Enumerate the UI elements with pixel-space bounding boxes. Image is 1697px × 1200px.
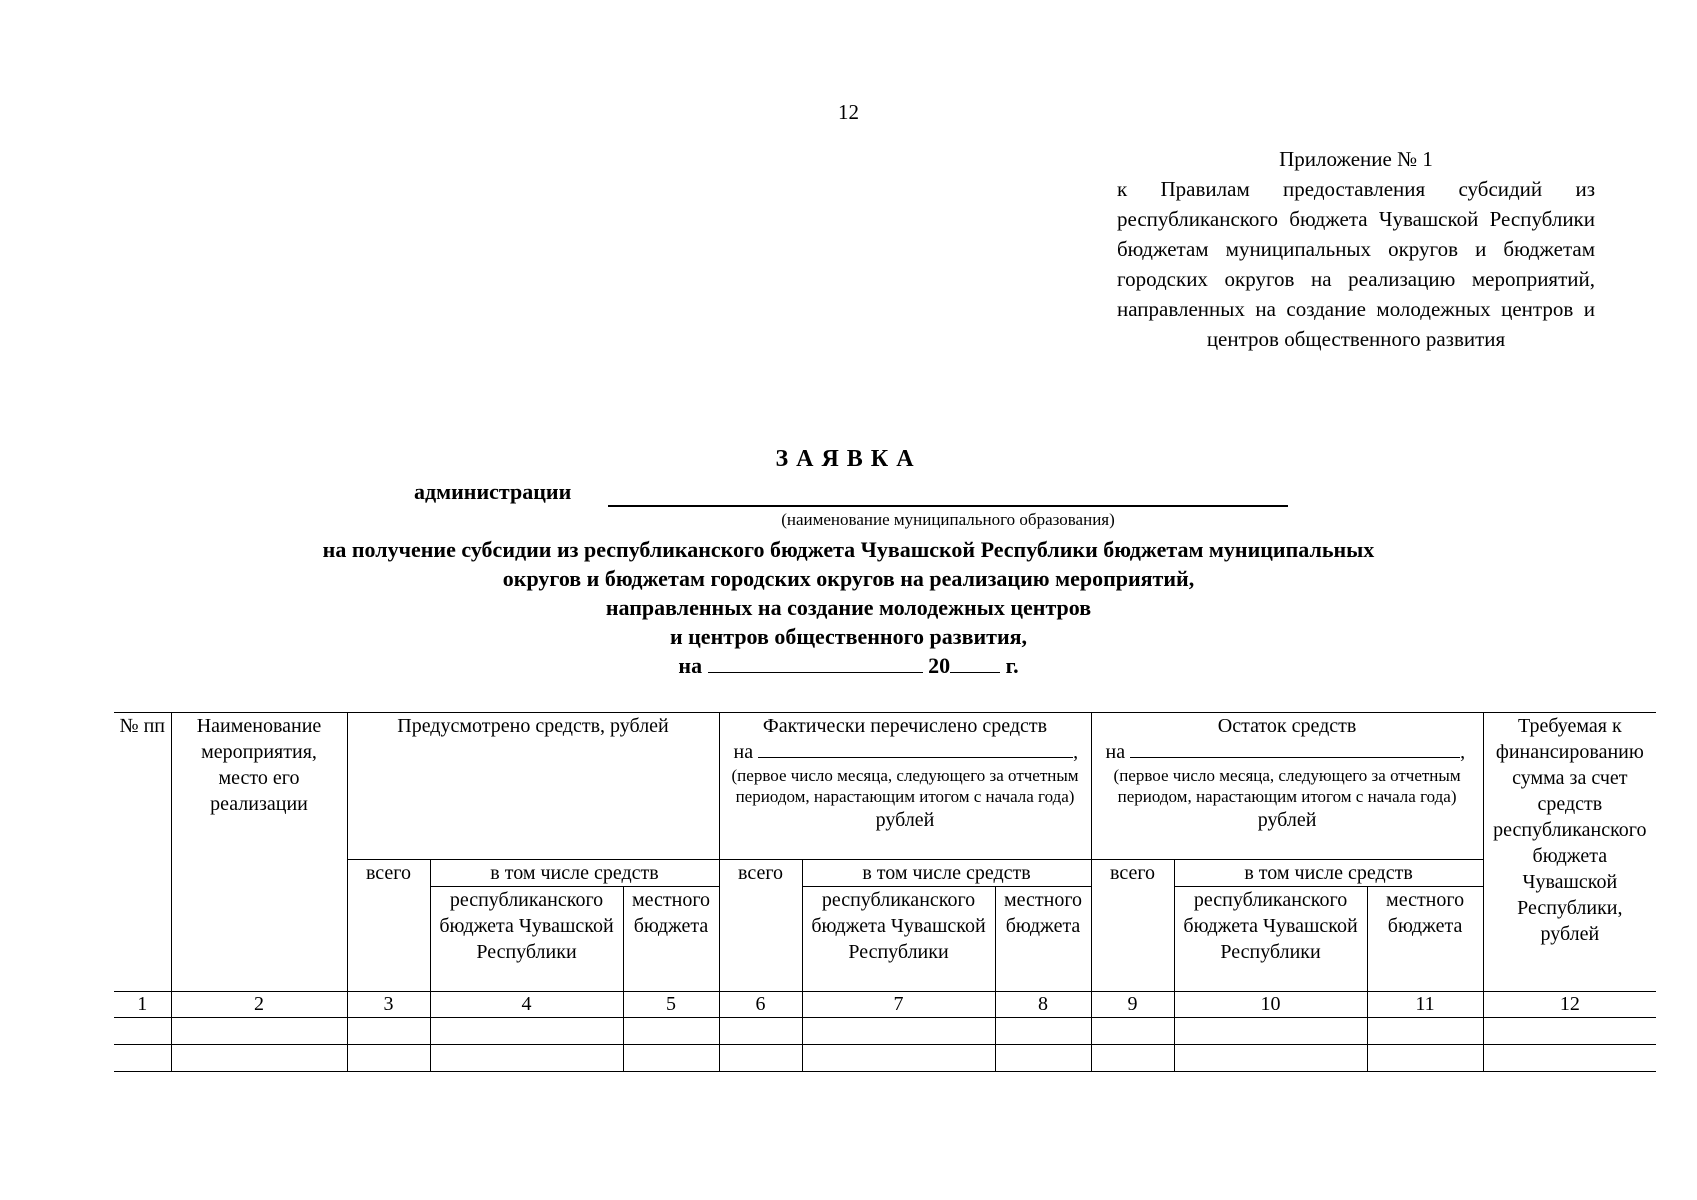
column-number: 6 — [719, 992, 802, 1018]
table-row — [114, 1018, 1656, 1045]
table-cell[interactable] — [802, 1045, 995, 1072]
on-prefix: на — [733, 741, 754, 763]
column-numbers-row — [114, 992, 1656, 1018]
table-cell[interactable] — [1174, 1045, 1367, 1072]
page-number: 12 — [838, 100, 859, 124]
balance-local-budget-header: местного бюджета — [1367, 887, 1483, 992]
column-number: 11 — [1367, 992, 1483, 1018]
planned-funds-header: Предусмотрено средств, рублей — [347, 713, 719, 860]
appendix-block — [1117, 144, 1595, 354]
date-prefix: на — [678, 653, 703, 678]
transferred-funds-header — [719, 713, 1091, 860]
request-subject — [0, 535, 1697, 680]
document-title: ЗАЯВКА — [775, 446, 922, 472]
request-table — [114, 712, 1656, 1072]
subject-line: на получение субсидии из республиканского бюджета Чувашской Республики бюджетам муниципальных — [322, 537, 1375, 562]
table-cell[interactable] — [623, 1018, 719, 1045]
column-number: 1 — [114, 992, 171, 1018]
table-cell[interactable] — [1483, 1045, 1656, 1072]
period-note: (первое число месяца, следующего за отчетным периодом, нарастающим итогом с начала года) — [731, 766, 1079, 806]
column-number: 8 — [995, 992, 1091, 1018]
planned-local-budget-header: местного бюджета — [623, 887, 719, 992]
table-cell[interactable] — [1091, 1045, 1174, 1072]
table-cell[interactable] — [719, 1018, 802, 1045]
column-number: 10 — [1174, 992, 1367, 1018]
table-cell[interactable] — [347, 1045, 430, 1072]
balance-date-line: на , — [1105, 741, 1466, 763]
table-cell[interactable] — [623, 1045, 719, 1072]
table-cell[interactable] — [114, 1045, 171, 1072]
table-cell[interactable] — [430, 1018, 623, 1045]
table-cell[interactable] — [1367, 1018, 1483, 1045]
balance-total-header: всего — [1091, 860, 1174, 992]
planned-including-header: в том числе средств — [430, 860, 719, 887]
transferred-including-header: в том числе средств — [802, 860, 1091, 887]
subject-line: направленных на создание молодежных центров — [605, 595, 1092, 620]
table-row — [114, 1045, 1656, 1072]
period-note: (первое число месяца, следующего за отчетным периодом, нарастающим итогом с начала года) — [1113, 766, 1461, 806]
transferred-date-line: на , — [733, 741, 1079, 763]
column-number: 4 — [430, 992, 623, 1018]
transferred-funds-title: Фактически перечислено средств — [762, 715, 1048, 737]
balance-funds-header — [1091, 713, 1483, 860]
subject-line: и центров общественного развития, — [669, 624, 1028, 649]
column-number: 2 — [171, 992, 347, 1018]
table-cell[interactable] — [171, 1018, 347, 1045]
required-amount-header: Требуемая к финансированию сумма за счет средств республиканского бюджета Чувашской Республики, рублей — [1483, 713, 1656, 992]
table-cell[interactable] — [1367, 1045, 1483, 1072]
year-suffix: г. — [1005, 653, 1019, 678]
year-prefix: 20 — [928, 653, 951, 678]
table-cell[interactable] — [719, 1045, 802, 1072]
date-line — [0, 651, 1697, 680]
subject-line: округов и бюджетам городских округов на реализацию мероприятий, — [502, 566, 1195, 591]
planned-total-header: всего — [347, 860, 430, 992]
admin-label: администрации — [414, 479, 572, 504]
table-cell[interactable] — [1483, 1018, 1656, 1045]
col-number-header: № пп — [114, 713, 171, 992]
municipality-name-caption: (наименование муниципального образования) — [781, 510, 1115, 529]
table-cell[interactable] — [1091, 1018, 1174, 1045]
on-prefix: на — [1105, 741, 1126, 763]
table-cell[interactable] — [114, 1018, 171, 1045]
table-cell[interactable] — [802, 1018, 995, 1045]
transferred-local-budget-header: местного бюджета — [995, 887, 1091, 992]
table-cell[interactable] — [1174, 1018, 1367, 1045]
column-number: 3 — [347, 992, 430, 1018]
table-cell[interactable] — [995, 1018, 1091, 1045]
rubles-label: рублей — [875, 809, 935, 831]
appendix-text: к Правилам предоставления субсидий из республиканского бюджета Чувашской Республики бюджетам муниципальных округов и бюджетам городских округов на реализацию мероприятий, направленных на создание молодежных центров и центров общественного развития — [1117, 177, 1595, 351]
appendix-title: Приложение № 1 — [1279, 147, 1433, 171]
year-field[interactable] — [950, 654, 1000, 673]
column-number: 9 — [1091, 992, 1174, 1018]
balance-date-field[interactable] — [1130, 739, 1460, 758]
transferred-date-field[interactable] — [758, 739, 1073, 758]
table-cell[interactable] — [347, 1018, 430, 1045]
table-cell[interactable] — [995, 1045, 1091, 1072]
transferred-total-header: всего — [719, 860, 802, 992]
table-cell[interactable] — [430, 1045, 623, 1072]
column-number: 7 — [802, 992, 995, 1018]
balance-republic-budget-header: республиканского бюджета Чувашской Республики — [1174, 887, 1367, 992]
col-event-name-header: Наименование мероприятия, место его реализации — [171, 713, 347, 992]
balance-funds-title: Остаток средств — [1217, 715, 1357, 737]
planned-republic-budget-header: республиканского бюджета Чувашской Республики — [430, 887, 623, 992]
transferred-republic-budget-header: республиканского бюджета Чувашской Республики — [802, 887, 995, 992]
rubles-label: рублей — [1257, 809, 1317, 831]
balance-including-header: в том числе средств — [1174, 860, 1483, 887]
municipality-name-field[interactable] — [608, 481, 1288, 507]
column-number: 5 — [623, 992, 719, 1018]
date-field[interactable] — [708, 654, 923, 673]
column-number: 12 — [1483, 992, 1656, 1018]
table-cell[interactable] — [171, 1045, 347, 1072]
